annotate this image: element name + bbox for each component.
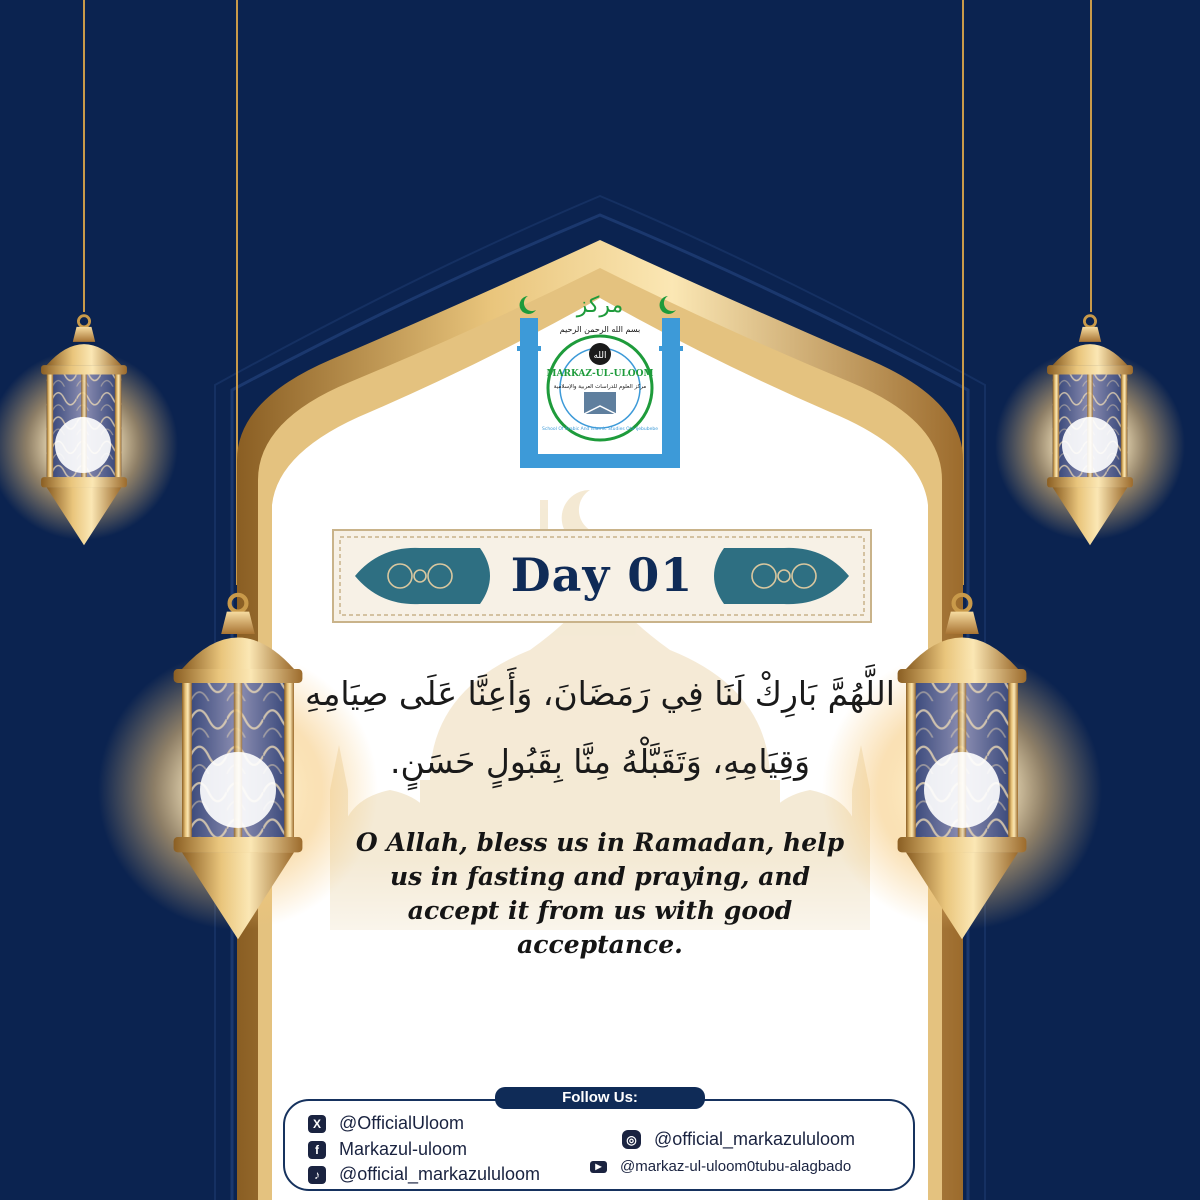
instagram-handle: @official_markazululoom [654,1129,856,1149]
tiktok-handle: @official_markazululoom [339,1164,541,1184]
instagram-link[interactable] [622,1129,855,1150]
youtube-icon: ▶ [590,1161,607,1173]
arabic-dua [300,660,900,796]
twitter-link[interactable] [308,1113,464,1134]
crescent-icon [660,296,676,314]
social-links-box [283,1099,915,1191]
follow-us-label: Follow Us: [495,1087,705,1109]
facebook-handle: Markazul-uloom [339,1139,468,1159]
logo-bismillah: بسم الله الرحمن الرحيم [559,325,641,334]
markaz-logo [500,288,700,478]
logo-seal-arabic: مركز العلوم للدراسات العربية والإسلامية [553,384,647,390]
x-icon: X [308,1115,326,1133]
arabic-dua-line-1: اللَّهُمَّ بَارِكْ لَنَا فِي رَمَضَانَ، وَأَعِنَّا عَلَى صِيَامِهِ [305,674,895,713]
day-banner [333,530,871,622]
tiktok-link[interactable] [308,1164,540,1185]
logo-allah-text: الله [593,351,607,361]
facebook-icon: f [308,1141,326,1159]
logo-name: MARKAZ-UL-ULOOM [546,369,654,379]
english-translation: O Allah, bless us in Ramadan, help us in fasting and praying, and accept it from us with good acceptance. [355,828,845,959]
logo-graphic [500,288,700,478]
day-title: Day 01 [510,548,694,602]
tiktok-icon: ♪ [308,1166,326,1184]
crescent-icon [520,296,536,314]
arabic-dua-line-2: وَقِيَامِهِ، وَتَقَبَّلْهُ مِنَّا بِقَبُولٍ حَسَنٍ. [389,742,811,781]
globe-book-icon [584,392,616,414]
logo-tagline: School Of Arabic And Islamic Studies Ota Ijebubebe [542,427,658,432]
youtube-link[interactable] [590,1158,851,1175]
logo-arabic-title: مركز [576,293,624,318]
youtube-handle: @markaz-ul-uloom0tubu-alagbado [620,1158,852,1175]
twitter-handle: @OfficialUloom [339,1113,464,1133]
facebook-link[interactable] [308,1139,467,1160]
instagram-icon: ◎ [622,1130,641,1149]
